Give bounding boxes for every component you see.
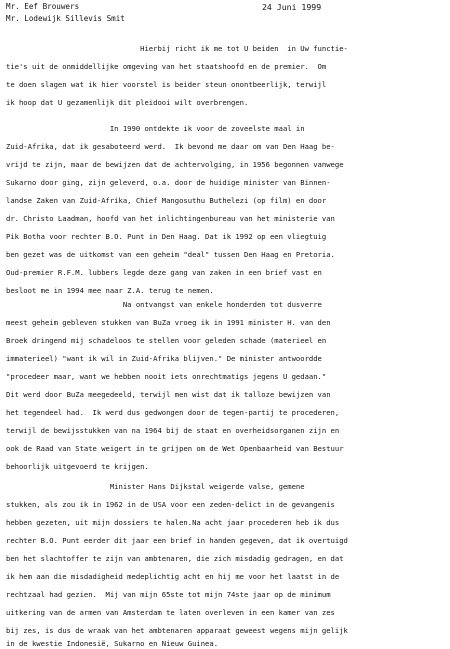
body-line: "procedeer maar, want we hebben nooit iets onrechtmatigs jegens U gedaan."	[6, 372, 327, 381]
body-line: Dit werd door BuZa meegedeeld, terwijl men wist dat ik talloze bewijzen van	[6, 390, 331, 399]
body-line: uitkering van de armen van Amsterdam te laten overleven in een kamer van zes	[6, 608, 335, 617]
body-line: Sukarno door ging, zijn geleverd, o.a. door de huidige minister van Binnen-	[6, 178, 331, 187]
letter-date: 24 Juni 1999	[262, 2, 322, 12]
body-line: Pik Botha voor rechter B.O. Punt in Den Haag. Dat ik 1992 op een vliegtuig	[6, 232, 327, 241]
body-line: Oud-premier R.F.M. lubbers legde deze gang van zaken in een brief vast en	[6, 268, 322, 277]
body-line: rechter B.O. Punt eerder dit jaar een brief in handen gegeven, dat ik overtuigd	[6, 536, 348, 545]
body-line: Minister Hans Dijkstal weigerde valse, gemene	[6, 482, 305, 491]
body-line: immaterieel) "want ik wil in Zuid-Afrika blijven." De minister antwoordde	[6, 354, 322, 363]
addressee-2: Mr. Lodewijk Sillevis Smit	[6, 14, 125, 23]
body-line: meest geheim gebleven stukken van BuZa vroeg ik in 1991 minister H. van den	[6, 318, 331, 327]
body-line: terwijl de bewijsstukken van na 1964 bij de staat en overheidsorganen zijn en	[6, 426, 340, 435]
body-line: Broek dringend mij schadeloos te stellen voor geleden schade (materieel en	[6, 336, 327, 345]
body-line: dr. Christo Laadman, hoofd van het inlichtingenbureau van het ministerie van	[6, 214, 335, 223]
body-line: vrijd te zijn, maar de bewijzen dat de achtervolging, in 1956 begonnen vanwege	[6, 160, 344, 169]
body-line: landse Zaken van Zuid-Afrika, Chief Mangosuthu Buthelezi (op film) en door	[6, 196, 327, 205]
body-line: Hierbij richt ik me tot U beiden in Uw functie-	[6, 44, 348, 53]
body-line: in de kwestie Indonesië, Sukarno en Nieuw Guinea.	[6, 639, 219, 648]
body-line: Na ontvangst van enkele honderden tot dusverre	[6, 300, 322, 309]
body-line: stukken, als zou ik in 1962 in de USA voor een zeden-delict in de gevangenis	[6, 500, 335, 509]
body-line: tie's uit de onmiddellijke omgeving van het staatshoofd en de premier. Om	[6, 62, 327, 71]
body-line: hebben gezeten, uit mijn dossiers te halen.Na acht jaar procederen heb ik dus	[6, 518, 340, 527]
body-line: rechtzaal had gezien. Mij van mijn 65ste tot mijn 74ste jaar op de minimum	[6, 590, 331, 599]
body-line: ben het slachtoffer te zijn van ambtenaren, die zich misdadig gedragen, en dat	[6, 554, 344, 563]
body-line: ben gezet was de uitkomst van een geheim "deal" tussen Den Haag en Pretoria.	[6, 250, 335, 259]
body-line: ik hem aan die misdadigheid medeplichtig acht en hij me voor het laatst in de	[6, 572, 340, 581]
body-line: te doen slagen wat ik hier voorstel is beider steun onontbeerlijk, terwijl	[6, 80, 327, 89]
body-line: In 1990 ontdekte ik voor de zoveelste maal in	[6, 124, 305, 133]
body-line: het tegendeel had. Ik werd dus gedwongen door de tegen-partij te procederen,	[6, 408, 340, 417]
body-line: Zuid-Afrika, dat ik gesaboteerd werd. Ik bevond me daar om van Den Haag be-	[6, 142, 335, 151]
addressee-1: Mr. Eef Brouwers	[6, 2, 80, 11]
body-line: bij zes, is dus de wraak van het ambtenaren apparaat geweest wegens mijn gelijk	[6, 626, 348, 635]
body-line: ik hoop dat U gezamenlijk dit pleidooi wilt overbrengen.	[6, 98, 249, 107]
body-line: behoorlijk uitgevoerd te krijgen.	[6, 462, 149, 471]
body-line: ook de Raad van State weigert in te grijpen om de Wet Openbaarheid van Bestuur	[6, 444, 344, 453]
body-line: besloot me in 1994 mee naar Z.A. terug te nemen.	[6, 286, 214, 295]
